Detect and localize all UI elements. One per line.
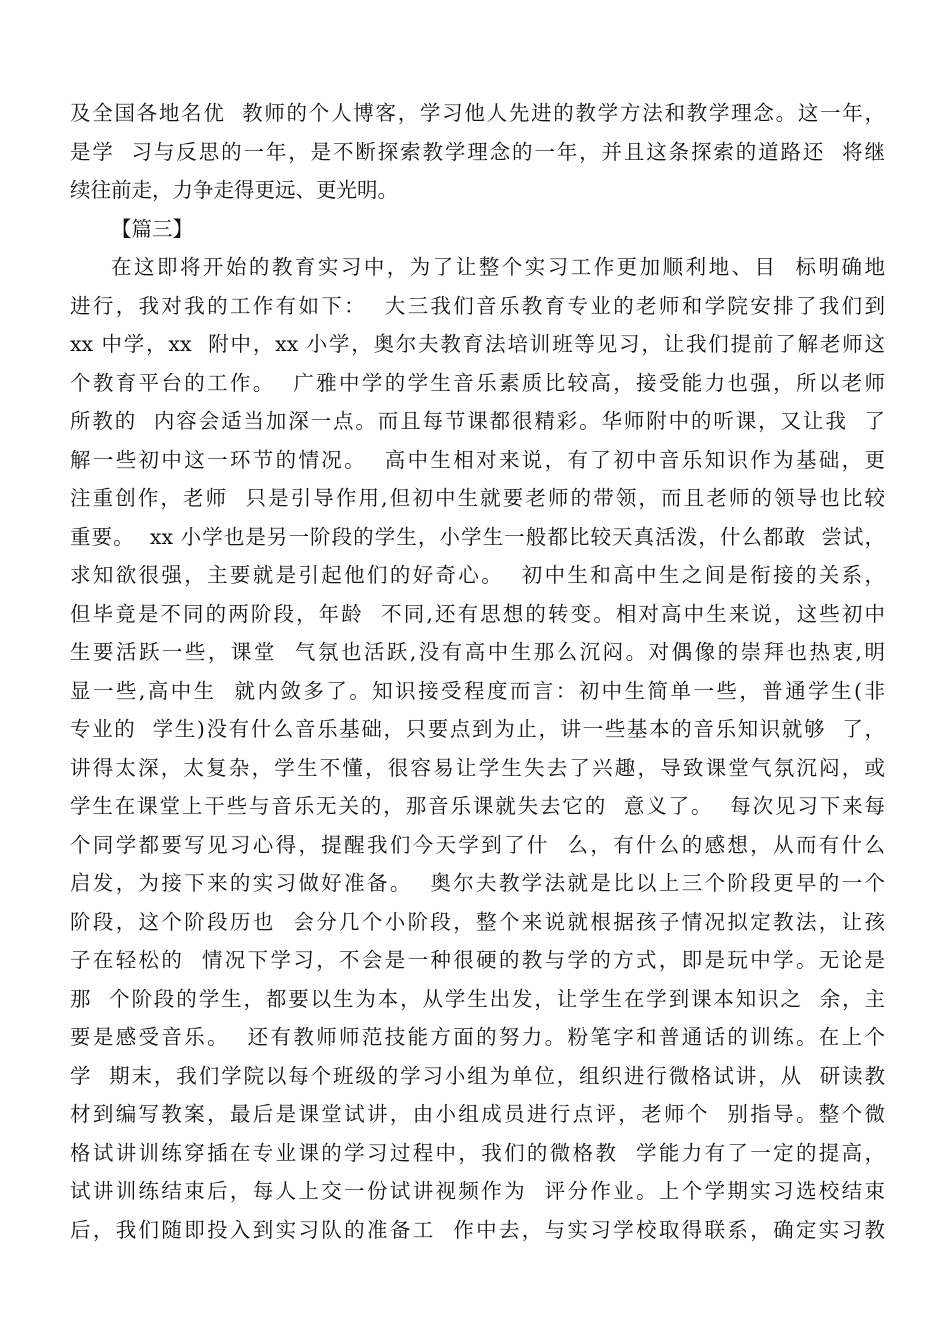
text-line: 在这即将开始的教育实习中，为了让整个实习工作更加顺利地、目 标明确地 [111, 255, 885, 279]
text-line: 专业的 学生)没有什么音乐基础，只要点到为止，讲一些基本的音乐知识就够 了， [70, 717, 885, 741]
text-line: 子在轻松的 情况下学习，不会是一种很硬的教与学的方式，即是玩中学。无论是 [70, 948, 885, 972]
text-line: 显一些,高中生 就内敛多了。知识接受程度而言：初中生简单一些，普通学生(非 [70, 678, 885, 703]
text-line: 试讲训练结束后，每人上交一份试讲视频作为 评分作业。上个学期实习选校结束 [70, 1179, 885, 1203]
text-line: 后，我们随即投入到实习队的准备工 作中去，与实习学校取得联系，确定实习教 [70, 1217, 885, 1242]
section-heading: 【篇三】 [111, 216, 193, 241]
text-line: 解一些初中这一环节的情况。 高中生相对来说，有了初中音乐知识作为基础，更 [70, 447, 885, 472]
text-line: 学生在课堂上干些与音乐无关的，那音乐课就失去它的 意义了。 每次见习下来每 [70, 794, 885, 818]
text-line: 要是感受音乐。 还有教师师范技能方面的努力。粉笔字和普通话的训练。在上个 [70, 1025, 885, 1049]
text-line: 重要。 xx 小学也是另一阶段的学生，小学生一般都比较天真活泼，什么都敢 尝试， [70, 524, 885, 549]
text-line: 及全国各地名优 教师的个人博客，学习他人先进的教学方法和教学理念。这一年， [70, 101, 885, 125]
text-line: 所教的 内容会适当加深一点。而且每节课都很精彩。华师附中的听课，又让我 了 [70, 409, 885, 433]
text-line: 那 个阶段的学生，都要以生为本，从学生出发，让学生在学到课本知识之 余，主 [70, 986, 885, 1011]
text-line: 启发，为接下来的实习做好准备。 奥尔夫教学法就是比以上三个阶段更早的一个 [70, 871, 885, 895]
text-line: 是学 习与反思的一年，是不断探索教学理念的一年，并且这条探索的道路还 将继 [70, 139, 885, 164]
text-line: 格试讲训练穿插在专业课的学习过程中，我们的微格教 学能力有了一定的提高， [70, 1140, 885, 1165]
document-body [70, 94, 885, 1249]
text-line: 注重创作，老师 只是引导作用,但初中生就要老师的带领，而且老师的领导也比较 [70, 486, 885, 510]
text-line: 进行，我对我的工作有如下： 大三我们音乐教育专业的老师和学院安排了我们到 [70, 293, 885, 318]
text-line: 续往前走，力争走得更远、更光明。 [70, 178, 398, 202]
text-line: 求知欲很强，主要就是引起他们的好奇心。 初中生和高中生之间是衔接的关系， [70, 563, 885, 587]
text-line: 阶段，这个阶段历也 会分几个小阶段，整个来说就根据孩子情况拟定教法，让孩 [70, 909, 885, 934]
paragraph-1 [70, 94, 885, 210]
text-line: 材到编写教案，最后是课堂试讲，由小组成员进行点评，老师个 别指导。整个微 [70, 1102, 885, 1126]
text-line: xx 中学，xx 附中，xx 小学，奥尔夫教育法培训班等见习，让我们提前了解老师这 [70, 332, 885, 356]
paragraph-2 [70, 248, 885, 1249]
text-line: 个同学都要写见习心得，提醒我们今天学到了什 么，有什么的感想，从而有什么 [70, 832, 885, 857]
text-line: 学 期末，我们学院以每个班级的学习小组为单位，组织进行微格试讲，从 研读教 [70, 1063, 885, 1088]
text-line: 讲得太深，太复杂，学生不懂，很容易让学生失去了兴趣，导致课堂气氛沉闷，或 [70, 755, 885, 780]
text-line: 个教育平台的工作。 广雅中学的学生音乐素质比较高，接受能力也强，所以老师 [70, 370, 885, 395]
text-line: 但毕竟是不同的两阶段，年龄 不同,还有思想的转变。相对高中生来说，这些初中 [70, 601, 885, 626]
text-line: 生要活跃一些，课堂 气氛也活跃,没有高中生那么沉闷。对偶像的崇拜也热衷,明 [70, 640, 885, 664]
section-heading-wrapper [70, 210, 885, 249]
